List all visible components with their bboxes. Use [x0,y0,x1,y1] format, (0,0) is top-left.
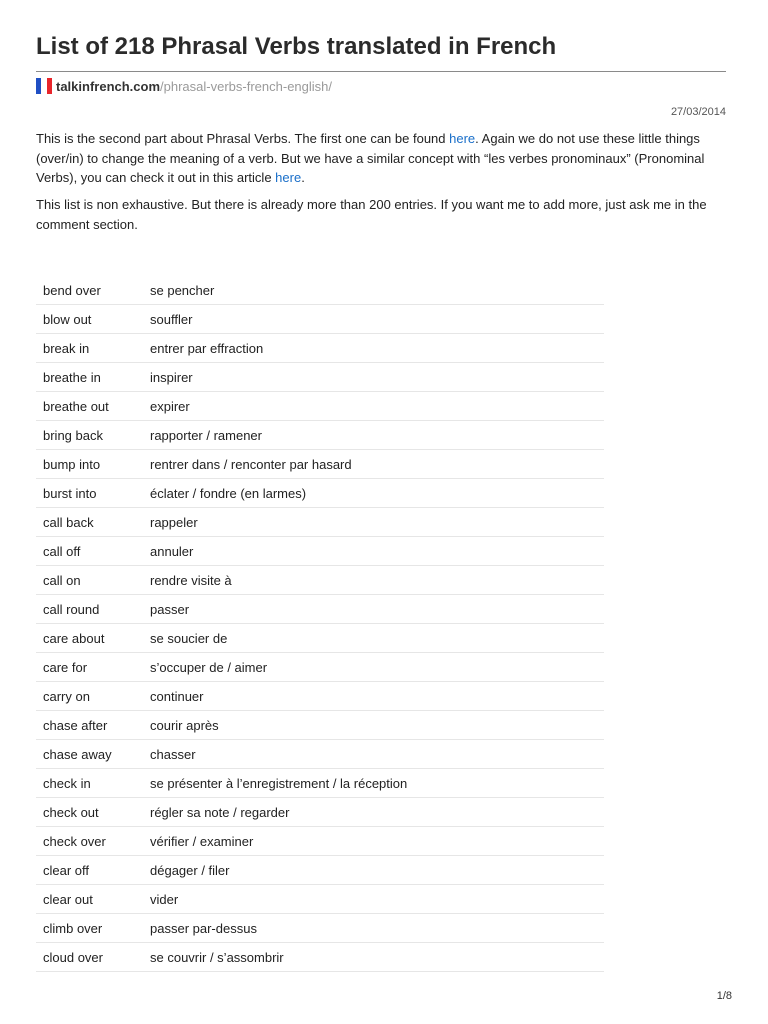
phrasal-verb-english: check over [43,833,106,849]
table-row [36,421,604,450]
phrasal-verb-french: éclater / fondre (en larmes) [150,485,307,501]
phrasal-verb-french: se pencher [150,282,215,298]
table-row [36,508,604,537]
intro-paragraph-1 [36,129,736,188]
phrasal-verb-french: rapporter / ramener [150,427,262,443]
table-row [36,943,604,972]
phrasal-verb-french: passer [150,601,190,617]
phrasal-verb-english: break in [43,340,90,356]
source-line [36,78,332,94]
phrasal-verb-english: cloud over [43,949,103,965]
table-row [36,566,604,595]
phrasal-verb-english: bump into [43,456,101,472]
phrasal-verb-french: continuer [150,688,204,704]
phrasal-verb-english: carry on [43,688,90,704]
source-path: /phrasal-verbs-french-english/ [160,78,332,94]
phrasal-verb-english: breathe out [43,398,109,414]
phrasal-verb-english: clear off [43,862,90,878]
table-row [36,769,604,798]
phrasal-verb-english: climb over [43,920,103,936]
phrasal-verb-french: rendre visite à [150,572,232,588]
french-flag-icon [36,78,52,94]
phrasal-verb-french: rappeler [150,514,198,530]
table-row [36,740,604,769]
table-row [36,363,604,392]
source-domain: talkinfrench.com [56,78,161,94]
table-row [36,595,604,624]
phrasal-verb-french: se présenter à l’enregistrement / la réception [150,775,408,791]
table-row [36,653,604,682]
table-row [36,885,604,914]
phrasal-verb-french: se couvrir / s’assombrir [150,949,284,965]
first-part-link[interactable]: here [449,131,476,146]
table-row [36,334,604,363]
publish-date: 27/03/2014 [670,106,726,118]
phrasal-verb-french: vérifier / examiner [150,833,254,849]
phrasal-verb-english: call on [43,572,81,588]
table-row [36,276,604,305]
table-row [36,479,604,508]
phrasal-verb-french: souffler [150,311,193,327]
intro-text-2: . Again we do not use these little things (over/in) to change the meaning of a verb. But we have a similar concept with “les verbes pronominaux” (Pronominal Verbs), you can check it out in this article [36,131,705,185]
table-row [36,537,604,566]
table-row [36,856,604,885]
phrasal-verb-french: dégager / filer [150,862,230,878]
phrasal-verb-french: se soucier de [150,630,228,646]
page-number: 1/8 [716,990,732,1002]
phrasal-verb-english: bend over [43,282,101,298]
phrasal-verb-table [36,276,604,972]
phrasal-verb-french: courir après [150,717,219,733]
table-row [36,711,604,740]
intro-paragraph-2: This list is non exhaustive. But there is already more than 200 entries. If you want me to add more, just ask me in the comment section. [36,197,707,232]
phrasal-verb-english: call off [43,543,81,559]
phrasal-verb-french: inspirer [150,369,193,385]
phrasal-verb-english: bring back [43,427,103,443]
phrasal-verb-english: care about [43,630,105,646]
phrasal-verb-french: vider [150,891,179,907]
phrasal-verb-english: call round [43,601,100,617]
table-row [36,914,604,943]
phrasal-verb-english: check out [43,804,99,820]
phrasal-verb-english: check in [43,775,91,791]
table-row [36,392,604,421]
table-row [36,305,604,334]
intro-text-1: This is the second part about Phrasal Verbs. The first one can be found [36,131,450,146]
phrasal-verb-english: clear out [43,891,93,907]
phrasal-verb-english: care for [43,659,88,675]
phrasal-verb-french: s’occuper de / aimer [150,659,268,675]
title-divider [36,71,726,72]
table-row [36,682,604,711]
phrasal-verb-english: call back [43,514,94,530]
phrasal-verb-english: blow out [43,311,92,327]
phrasal-verb-french: rentrer dans / renconter par hasard [150,456,352,472]
table-row [36,827,604,856]
intro-text-3: . [301,170,305,185]
phrasal-verb-english: breathe in [43,369,101,385]
phrasal-verb-english: chase after [43,717,108,733]
pronominal-verbs-link[interactable]: here [275,170,302,185]
table-row [36,450,604,479]
phrasal-verb-french: annuler [150,543,194,559]
table-row [36,624,604,653]
phrasal-verb-english: burst into [43,485,97,501]
phrasal-verb-french: expirer [150,398,190,414]
phrasal-verb-french: passer par-dessus [150,920,257,936]
page-title: List of 218 Phrasal Verbs translated in French [36,33,557,60]
phrasal-verb-english: chase away [43,746,112,762]
table-row [36,798,604,827]
phrasal-verb-french: régler sa note / regarder [150,804,290,820]
phrasal-verb-french: chasser [150,746,196,762]
phrasal-verb-french: entrer par effraction [150,340,264,356]
